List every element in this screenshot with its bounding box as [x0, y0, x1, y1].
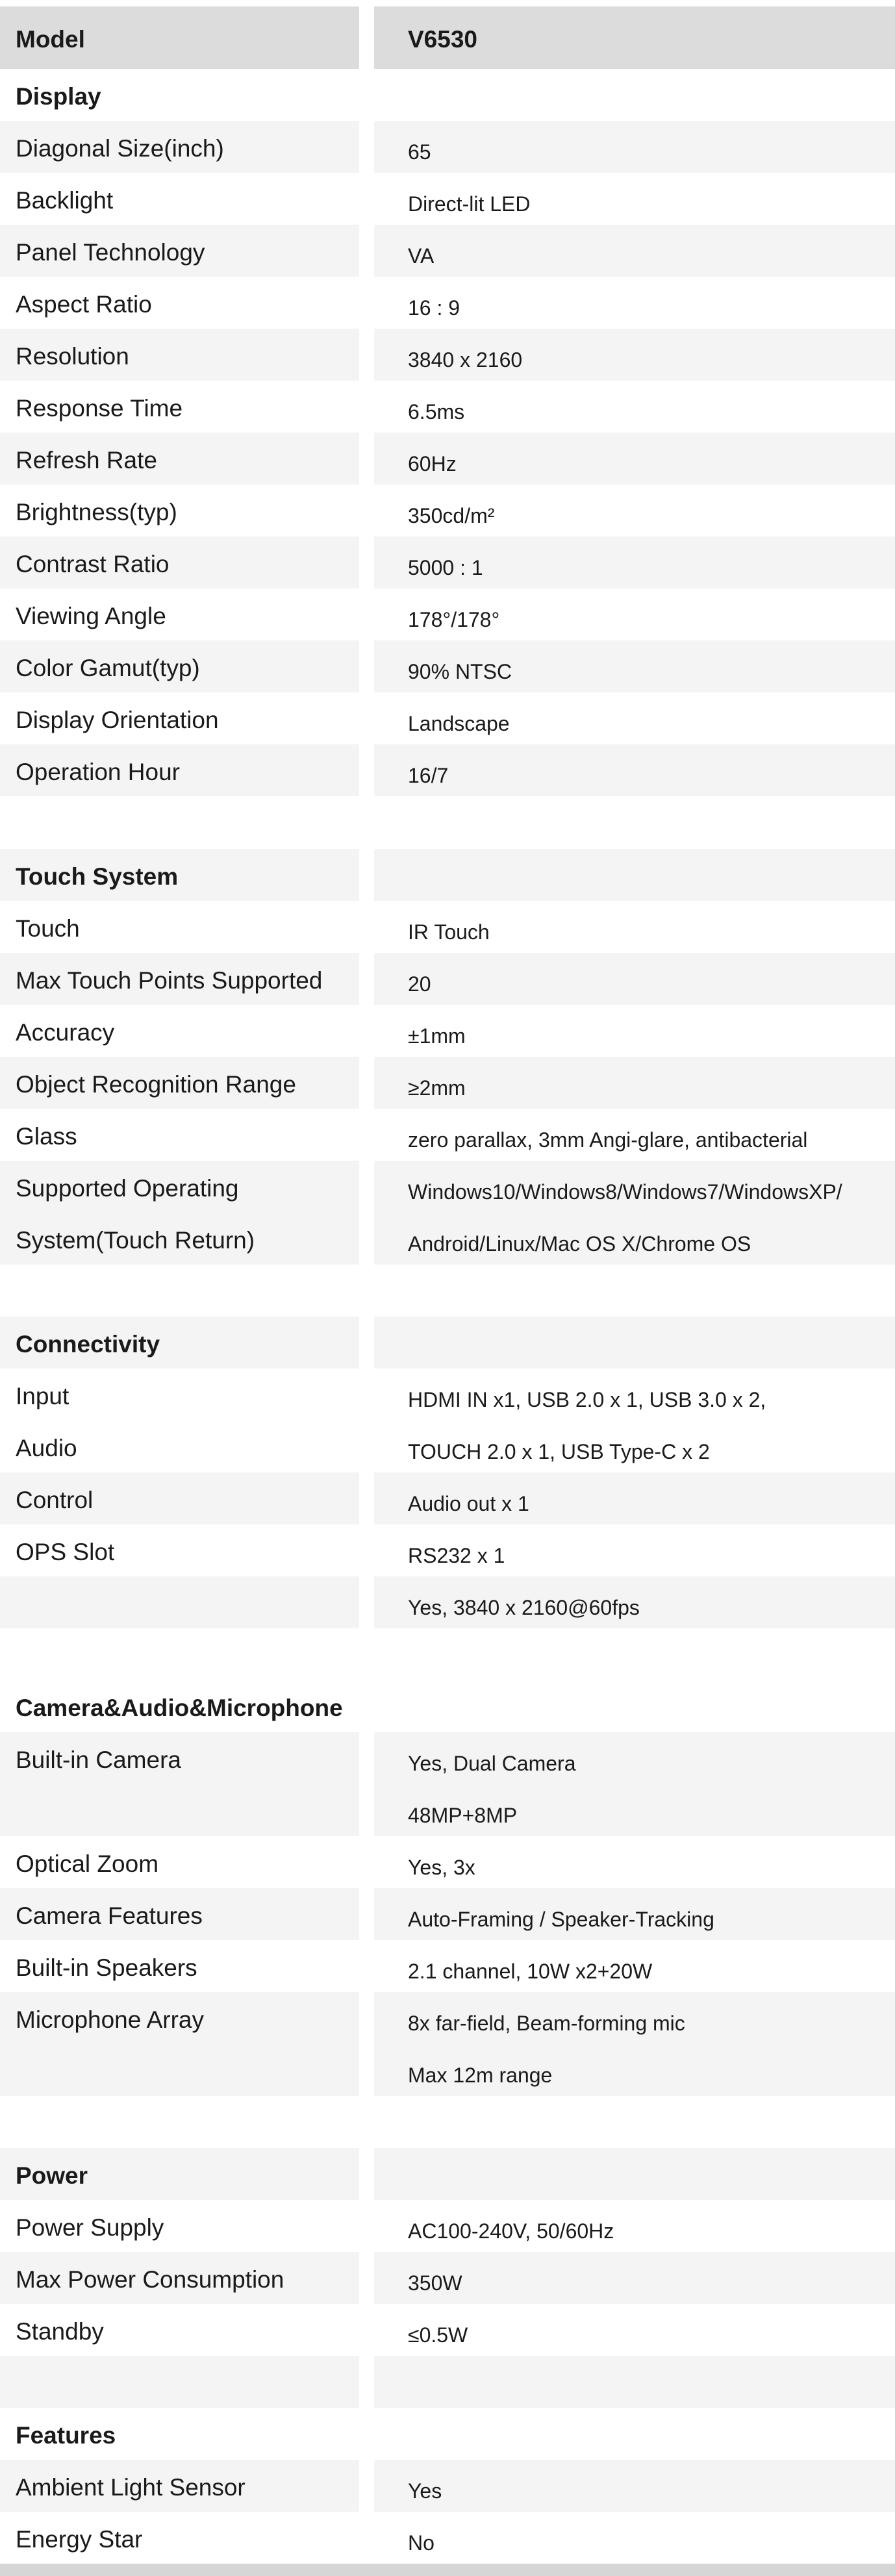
spec-label: Control — [16, 1487, 94, 1513]
section-title: Power — [16, 2162, 88, 2189]
table-row — [0, 485, 895, 537]
table-row — [0, 1109, 895, 1161]
spec-label: Ambient Light Sensor — [16, 2474, 246, 2501]
table-row — [0, 1992, 895, 2096]
section-title: Connectivity — [16, 1331, 160, 1357]
spec-value: Yes — [408, 2479, 442, 2503]
section-title: Touch System — [16, 863, 179, 890]
spec-label: Built-in Speakers — [16, 1954, 197, 1981]
table-row — [0, 2304, 895, 2356]
spec-value: Max 12m range — [408, 2064, 553, 2087]
spec-label: Audio — [16, 1435, 77, 1461]
table-row — [0, 1888, 895, 1940]
spec-label: Power Supply — [16, 2214, 164, 2241]
spec-value: 6.5ms — [408, 400, 465, 423]
table-row — [0, 588, 895, 640]
section-header-connectivity — [0, 1317, 895, 1369]
spec-value: VA — [408, 244, 435, 268]
model-label: Model — [16, 26, 85, 53]
table-row — [0, 225, 895, 277]
spec-value: 16 : 9 — [408, 296, 460, 320]
spec-label: Max Touch Points Supported — [16, 967, 323, 994]
spec-label: Diagonal Size(inch) — [16, 135, 224, 162]
spec-label: Built-in Camera — [16, 1747, 181, 1773]
spec-label: Display Orientation — [16, 707, 219, 733]
table-row — [0, 1732, 895, 1836]
spec-value: RS232 x 1 — [408, 1544, 505, 1567]
table-row — [0, 1057, 895, 1109]
section-title: Display — [16, 83, 101, 110]
spec-value: 178°/178° — [408, 608, 500, 631]
spec-value: HDMI IN x1, USB 2.0 x 1, USB 3.0 x 2, — [408, 1388, 766, 1411]
model-value: V6530 — [408, 26, 477, 53]
table-row — [0, 1369, 895, 1628]
table-row — [0, 329, 895, 381]
spec-label: Resolution — [16, 343, 129, 370]
spec-value: Yes, 3x — [408, 1856, 475, 1879]
spec-label: Optical Zoom — [16, 1850, 159, 1877]
spec-label: Refresh Rate — [16, 447, 157, 474]
section-header-camera — [0, 1680, 895, 1732]
spec-label: Supported Operating — [16, 1175, 239, 1202]
table-row — [0, 1005, 895, 1057]
table-row — [0, 121, 895, 173]
section-header-touch — [0, 849, 895, 901]
spec-label: Glass — [16, 1123, 77, 1150]
spec-label: Max Power Consumption — [16, 2266, 284, 2293]
spec-label: Camera Features — [16, 1902, 203, 1929]
spec-value: 90% NTSC — [408, 660, 512, 683]
table-row — [0, 277, 895, 329]
spec-value: IR Touch — [408, 920, 490, 944]
spec-label: Contrast Ratio — [16, 551, 170, 577]
section-header-features — [0, 2408, 895, 2460]
spacer-row — [0, 2356, 895, 2408]
table-row — [0, 537, 895, 588]
spec-value: zero parallax, 3mm Angi-glare, antibacterial — [408, 1128, 808, 1152]
model-value-cell — [374, 6, 895, 69]
spec-value: AC100-240V, 50/60Hz — [408, 2219, 614, 2243]
spec-label: Panel Technology — [16, 239, 205, 266]
model-label-cell — [0, 6, 359, 69]
spec-label: System(Touch Return) — [16, 1227, 255, 1254]
table-row — [0, 1161, 895, 1265]
spec-value: Android/Linux/Mac OS X/Chrome OS — [408, 1232, 751, 1256]
spec-label: Brightness(typ) — [16, 499, 177, 525]
table-row — [0, 173, 895, 225]
table-row — [0, 901, 895, 953]
spec-label: Operation Hour — [16, 759, 180, 785]
spec-value: TOUCH 2.0 x 1, USB Type-C x 2 — [408, 1440, 710, 1463]
spec-value: 20 — [408, 972, 431, 996]
spec-value: ≤0.5W — [408, 2323, 468, 2347]
spec-value: 350cd/m² — [408, 504, 495, 527]
table-row — [0, 1940, 895, 1992]
section-header-power — [0, 2148, 895, 2200]
table-row — [0, 1836, 895, 1888]
spec-label: Input — [16, 1383, 69, 1409]
spec-value: 8x far-field, Beam-forming mic — [408, 2012, 685, 2035]
spec-label: Microphone Array — [16, 2006, 204, 2033]
spec-value: 65 — [408, 140, 431, 164]
spec-header-row — [0, 6, 895, 69]
section-title: Camera&Audio&Microphone — [16, 1695, 343, 1721]
table-row — [0, 640, 895, 692]
spec-value: Landscape — [408, 712, 510, 735]
spec-value: 350W — [408, 2271, 462, 2295]
spec-label: Aspect Ratio — [16, 291, 152, 318]
spec-value: Yes, 3840 x 2160@60fps — [408, 1596, 640, 1619]
table-row — [0, 2252, 895, 2304]
table-row — [0, 2200, 895, 2252]
spec-value: Auto-Framing / Speaker-Tracking — [408, 1908, 714, 1931]
spec-value: Direct-lit LED — [408, 192, 531, 216]
spec-value: 48MP+8MP — [408, 1804, 518, 1827]
spec-label: Backlight — [16, 187, 114, 214]
table-row — [0, 433, 895, 485]
spec-value: 2.1 channel, 10W x2+20W — [408, 1960, 653, 1983]
spec-value: ≥2mm — [408, 1076, 466, 1100]
table-row — [0, 381, 895, 433]
spec-value: ±1mm — [408, 1024, 466, 1048]
spec-value: Audio out x 1 — [408, 1492, 529, 1515]
spec-label: Viewing Angle — [16, 603, 166, 629]
spec-value: 60Hz — [408, 452, 457, 475]
table-row — [0, 953, 895, 1005]
spec-value: No — [408, 2531, 435, 2555]
table-row — [0, 692, 895, 744]
spec-label: Energy Star — [16, 2526, 143, 2553]
section-header-display — [0, 69, 895, 121]
spec-label: Color Gamut(typ) — [16, 655, 200, 681]
spec-label: Touch — [16, 915, 80, 942]
spec-label: Accuracy — [16, 1019, 115, 1046]
table-row — [0, 2460, 895, 2512]
spec-label: Standby — [16, 2318, 104, 2345]
spec-value: Yes, Dual Camera — [408, 1752, 576, 1775]
table-row — [0, 744, 895, 796]
table-row — [0, 2512, 895, 2564]
section-title: Features — [16, 2422, 116, 2449]
spec-value: 5000 : 1 — [408, 556, 483, 579]
spec-label: Response Time — [16, 395, 183, 422]
spec-value: 3840 x 2160 — [408, 348, 523, 372]
spec-label: OPS Slot — [16, 1539, 115, 1565]
spec-label: Object Recognition Range — [16, 1071, 296, 1098]
spec-value: Windows10/Windows8/Windows7/WindowsXP/ — [408, 1180, 842, 1204]
spec-value: 16/7 — [408, 764, 449, 787]
table-bottom-border — [0, 2564, 895, 2576]
